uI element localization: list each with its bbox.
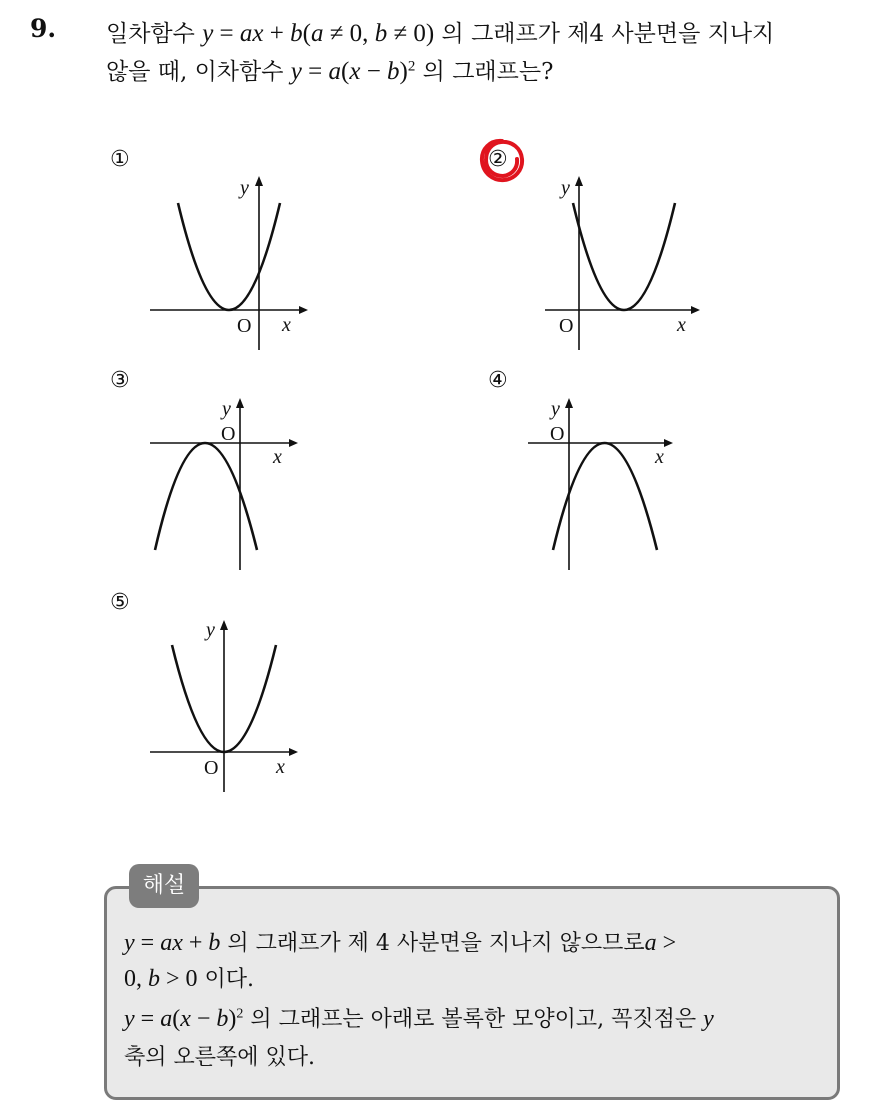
y-axis-arrow-icon: [565, 398, 573, 408]
graph-choice-1[interactable]: [140, 170, 310, 355]
solution-line-1: y = ax + b 의 그래프가 제 4 사분면을 지나지 않으므로a >: [124, 930, 677, 956]
question-line-1: 일차함수 y = ax + b(a ≠ 0, b ≠ 0) 의 그래프가 제4 사분면을 지나지: [106, 20, 775, 47]
x-axis-arrow-icon: [289, 748, 298, 756]
y-axis-arrow-icon: [220, 620, 228, 630]
y-label: y: [561, 177, 570, 199]
graph-choice-2[interactable]: [535, 170, 705, 355]
origin-label: O: [237, 315, 252, 337]
choice-2-label[interactable]: ②: [488, 147, 508, 172]
x-label: x: [655, 446, 664, 468]
solution-line-2: 0, b > 0 이다.: [124, 966, 255, 992]
choice-3-label[interactable]: ③: [110, 368, 130, 393]
graph-choice-4[interactable]: [520, 390, 690, 575]
x-label: x: [276, 756, 285, 778]
x-axis-arrow-icon: [289, 439, 298, 447]
y-axis-arrow-icon: [236, 398, 244, 408]
y-label: y: [206, 619, 215, 641]
x-label: x: [677, 314, 686, 336]
parabola-curve: [178, 203, 280, 310]
answer-mark-circle-icon: [476, 135, 528, 187]
choice-1-label[interactable]: ①: [110, 147, 130, 172]
solution-line-3: $y = a(x - b)^2$ 의 그래프는 아래로 볼록한 모양이고, 꼭짓점은 y: [124, 1006, 714, 1032]
solution-line-4: 축의 오른쪽에 있다.: [124, 1045, 315, 1070]
x-axis-arrow-icon: [299, 306, 308, 314]
x-label: x: [282, 314, 291, 336]
question-line-2: 않을 때, 이차함수 $y = a(x - b)^2$ 의 그래프는?: [106, 58, 554, 85]
y-label: y: [222, 398, 231, 420]
x-axis-arrow-icon: [664, 439, 673, 447]
y-label: y: [551, 398, 560, 420]
graph-choice-3[interactable]: [140, 390, 310, 575]
solution-tab: 해설: [129, 864, 199, 908]
origin-label: O: [559, 315, 574, 337]
y-axis-arrow-icon: [255, 176, 263, 186]
question-number: 9.: [30, 14, 57, 43]
x-label: x: [273, 446, 282, 468]
parabola-curve: [155, 443, 257, 550]
origin-label: O: [550, 423, 565, 445]
choice-4-label[interactable]: ④: [488, 368, 508, 393]
graph-choice-5[interactable]: [140, 612, 310, 797]
origin-label: O: [204, 757, 219, 779]
y-axis-arrow-icon: [575, 176, 583, 186]
parabola-curve: [573, 203, 675, 310]
y-label: y: [240, 177, 249, 199]
choice-5-label[interactable]: ⑤: [110, 590, 130, 615]
origin-label: O: [221, 423, 236, 445]
x-axis-arrow-icon: [691, 306, 700, 314]
